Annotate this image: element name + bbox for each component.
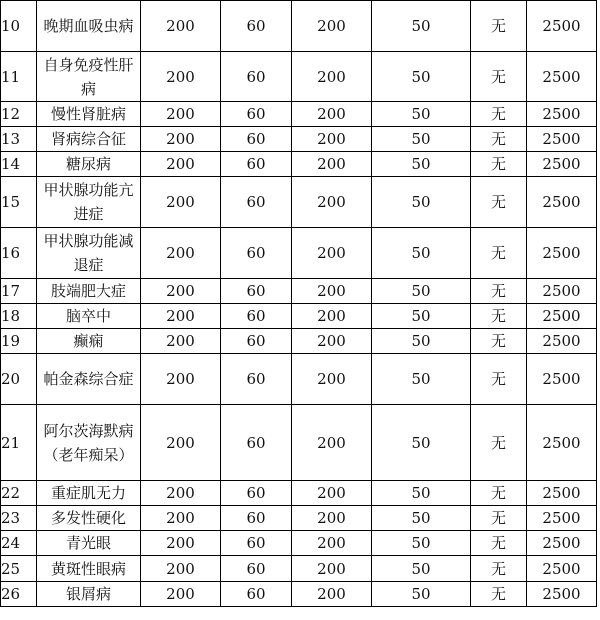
- value-cell-6: 2500: [527, 279, 597, 304]
- disease-name-cell: 脑卒中: [37, 304, 141, 329]
- value-cell-3: 200: [292, 582, 372, 607]
- value-cell-3: 200: [292, 52, 372, 102]
- value-cell-3: 200: [292, 304, 372, 329]
- row-number-cell: 20: [1, 354, 37, 405]
- value-cell-1: 200: [141, 481, 221, 506]
- value-cell-2: 60: [221, 556, 292, 582]
- value-cell-3: 200: [292, 152, 372, 177]
- disease-name-cell: 多发性硬化: [37, 506, 141, 531]
- value-cell-5: 无: [471, 582, 527, 607]
- value-cell-2: 60: [221, 52, 292, 102]
- disease-name-cell: 肢端肥大症: [37, 279, 141, 304]
- disease-name-cell: 甲状腺功能亢进症: [37, 177, 141, 228]
- value-cell-3: 200: [292, 329, 372, 354]
- value-cell-6: 2500: [527, 481, 597, 506]
- value-cell-5: 无: [471, 304, 527, 329]
- disease-name-cell: 晚期血吸虫病: [37, 1, 141, 52]
- value-cell-1: 200: [141, 279, 221, 304]
- value-cell-2: 60: [221, 228, 292, 279]
- value-cell-1: 200: [141, 405, 221, 481]
- value-cell-4: 50: [372, 127, 471, 152]
- value-cell-2: 60: [221, 481, 292, 506]
- row-number-cell: 11: [1, 52, 37, 102]
- value-cell-2: 60: [221, 531, 292, 556]
- value-cell-5: 无: [471, 354, 527, 405]
- value-cell-6: 2500: [527, 329, 597, 354]
- value-cell-3: 200: [292, 1, 372, 52]
- value-cell-6: 2500: [527, 556, 597, 582]
- value-cell-1: 200: [141, 506, 221, 531]
- value-cell-6: 2500: [527, 304, 597, 329]
- row-number-cell: 25: [1, 556, 37, 582]
- row-number-cell: 12: [1, 102, 37, 127]
- value-cell-3: 200: [292, 506, 372, 531]
- value-cell-6: 2500: [527, 531, 597, 556]
- value-cell-1: 200: [141, 228, 221, 279]
- disease-name-cell: 青光眼: [37, 531, 141, 556]
- value-cell-1: 200: [141, 304, 221, 329]
- value-cell-4: 50: [372, 152, 471, 177]
- value-cell-4: 50: [372, 481, 471, 506]
- value-cell-4: 50: [372, 102, 471, 127]
- value-cell-3: 200: [292, 127, 372, 152]
- table-row: [1, 582, 597, 607]
- disease-name-cell: 甲状腺功能减退症: [37, 228, 141, 279]
- table-row: [1, 1, 597, 52]
- table-row: [1, 405, 597, 481]
- row-number-cell: 26: [1, 582, 37, 607]
- value-cell-1: 200: [141, 177, 221, 228]
- value-cell-5: 无: [471, 1, 527, 52]
- row-number-cell: 19: [1, 329, 37, 354]
- row-number-cell: 21: [1, 405, 37, 481]
- value-cell-4: 50: [372, 405, 471, 481]
- value-cell-5: 无: [471, 531, 527, 556]
- value-cell-6: 2500: [527, 177, 597, 228]
- value-cell-3: 200: [292, 102, 372, 127]
- value-cell-1: 200: [141, 556, 221, 582]
- row-number-cell: 17: [1, 279, 37, 304]
- value-cell-5: 无: [471, 102, 527, 127]
- value-cell-5: 无: [471, 329, 527, 354]
- value-cell-4: 50: [372, 228, 471, 279]
- value-cell-2: 60: [221, 152, 292, 177]
- table-row: [1, 329, 597, 354]
- value-cell-2: 60: [221, 102, 292, 127]
- value-cell-6: 2500: [527, 127, 597, 152]
- disease-name-cell: 银屑病: [37, 582, 141, 607]
- value-cell-6: 2500: [527, 102, 597, 127]
- value-cell-4: 50: [372, 582, 471, 607]
- table-row: [1, 102, 597, 127]
- value-cell-1: 200: [141, 52, 221, 102]
- value-cell-3: 200: [292, 354, 372, 405]
- value-cell-4: 50: [372, 304, 471, 329]
- value-cell-2: 60: [221, 279, 292, 304]
- disease-name-cell: 帕金森综合症: [37, 354, 141, 405]
- value-cell-6: 2500: [527, 405, 597, 481]
- value-cell-5: 无: [471, 177, 527, 228]
- value-cell-1: 200: [141, 102, 221, 127]
- value-cell-5: 无: [471, 405, 527, 481]
- value-cell-6: 2500: [527, 152, 597, 177]
- value-cell-5: 无: [471, 127, 527, 152]
- value-cell-2: 60: [221, 506, 292, 531]
- value-cell-1: 200: [141, 127, 221, 152]
- value-cell-4: 50: [372, 52, 471, 102]
- value-cell-6: 2500: [527, 52, 597, 102]
- value-cell-6: 2500: [527, 1, 597, 52]
- disease-name-cell: 重症肌无力: [37, 481, 141, 506]
- table-row: [1, 52, 597, 102]
- value-cell-2: 60: [221, 329, 292, 354]
- row-number-cell: 18: [1, 304, 37, 329]
- value-cell-2: 60: [221, 177, 292, 228]
- row-number-cell: 24: [1, 531, 37, 556]
- table-row: [1, 177, 597, 228]
- value-cell-5: 无: [471, 228, 527, 279]
- value-cell-1: 200: [141, 582, 221, 607]
- table-row: [1, 506, 597, 531]
- value-cell-4: 50: [372, 279, 471, 304]
- table-row: [1, 531, 597, 556]
- row-number-cell: 13: [1, 127, 37, 152]
- value-cell-5: 无: [471, 279, 527, 304]
- value-cell-5: 无: [471, 556, 527, 582]
- value-cell-6: 2500: [527, 228, 597, 279]
- value-cell-1: 200: [141, 354, 221, 405]
- table-row: [1, 127, 597, 152]
- value-cell-2: 60: [221, 354, 292, 405]
- disease-name-cell: 慢性肾脏病: [37, 102, 141, 127]
- row-number-cell: 14: [1, 152, 37, 177]
- value-cell-2: 60: [221, 405, 292, 481]
- value-cell-3: 200: [292, 279, 372, 304]
- table-row: [1, 556, 597, 582]
- value-cell-3: 200: [292, 481, 372, 506]
- value-cell-6: 2500: [527, 582, 597, 607]
- table-row: [1, 279, 597, 304]
- disease-name-cell: 肾病综合征: [37, 127, 141, 152]
- table-row: [1, 354, 597, 405]
- value-cell-4: 50: [372, 1, 471, 52]
- row-number-cell: 15: [1, 177, 37, 228]
- value-cell-2: 60: [221, 127, 292, 152]
- value-cell-6: 2500: [527, 354, 597, 405]
- value-cell-3: 200: [292, 405, 372, 481]
- value-cell-4: 50: [372, 354, 471, 405]
- row-number-cell: 22: [1, 481, 37, 506]
- value-cell-3: 200: [292, 531, 372, 556]
- value-cell-5: 无: [471, 481, 527, 506]
- disease-name-cell: 自身免疫性肝病: [37, 52, 141, 102]
- value-cell-2: 60: [221, 304, 292, 329]
- value-cell-3: 200: [292, 177, 372, 228]
- row-number-cell: 16: [1, 228, 37, 279]
- disease-name-cell: 癫痫: [37, 329, 141, 354]
- table-row: [1, 228, 597, 279]
- value-cell-4: 50: [372, 531, 471, 556]
- value-cell-3: 200: [292, 556, 372, 582]
- value-cell-1: 200: [141, 1, 221, 52]
- value-cell-5: 无: [471, 52, 527, 102]
- value-cell-1: 200: [141, 329, 221, 354]
- value-cell-4: 50: [372, 506, 471, 531]
- table-row: [1, 152, 597, 177]
- table-body: [1, 1, 597, 607]
- value-cell-3: 200: [292, 228, 372, 279]
- disease-name-cell: 阿尔茨海默病（老年痴呆）: [37, 405, 141, 481]
- value-cell-5: 无: [471, 152, 527, 177]
- value-cell-4: 50: [372, 177, 471, 228]
- value-cell-1: 200: [141, 531, 221, 556]
- table-row: [1, 481, 597, 506]
- row-number-cell: 23: [1, 506, 37, 531]
- table-row: [1, 304, 597, 329]
- value-cell-5: 无: [471, 506, 527, 531]
- value-cell-2: 60: [221, 1, 292, 52]
- value-cell-4: 50: [372, 329, 471, 354]
- row-number-cell: 10: [1, 1, 37, 52]
- value-cell-6: 2500: [527, 506, 597, 531]
- disease-name-cell: 黄斑性眼病: [37, 556, 141, 582]
- value-cell-2: 60: [221, 582, 292, 607]
- value-cell-1: 200: [141, 152, 221, 177]
- disease-name-cell: 糖尿病: [37, 152, 141, 177]
- value-cell-4: 50: [372, 556, 471, 582]
